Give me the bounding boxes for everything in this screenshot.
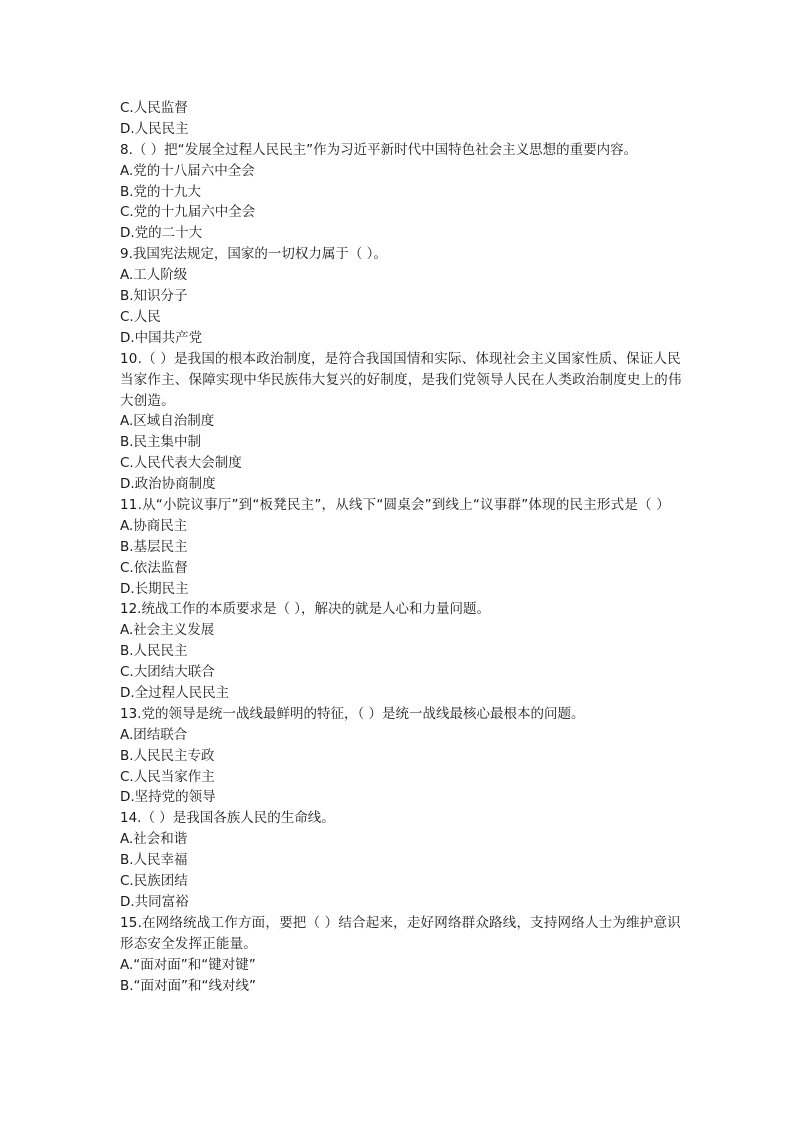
option-a: A.党的十八届六中全会 (120, 162, 255, 179)
option-c: C.人民代表大会制度 (120, 455, 242, 472)
question-stem: 9.我国宪法规定，国家的一切权力属于（ ）。 (120, 246, 387, 263)
option-b: B.民主集中制 (120, 434, 202, 451)
option-c: C.依法监督 (120, 559, 188, 576)
option-a: A.协商民主 (120, 517, 188, 534)
option-b: B.人民民主 (120, 643, 188, 660)
option-b: B.基层民主 (120, 538, 188, 555)
option-b: B.党的十九大 (120, 183, 202, 200)
question-stem: 12.统战工作的本质要求是（ ），解决的就是人心和力量问题。 (120, 601, 491, 618)
option-d: D.长期民主 (120, 580, 189, 597)
exam-page (120, 98, 690, 996)
option-d: D.坚持党的领导 (120, 789, 216, 806)
option-a: A.“面对面”和“键对键” (120, 956, 256, 973)
question-stem: 14.（ ）是我国各族人民的生命线。 (120, 810, 335, 827)
question-stem: 8.（ ）把“发展全过程人民民主”作为习近平新时代中国特色社会主义思想的重要内容。 (120, 141, 638, 158)
option-a: A.团结联合 (120, 726, 188, 743)
question-13 (120, 704, 690, 808)
question-9 (120, 244, 690, 348)
question-10 (120, 349, 690, 495)
option-c: C.民族团结 (120, 873, 188, 890)
question-8 (120, 140, 690, 244)
question-stem: 10.（ ）是我国的根本政治制度，是符合我国国情和实际、体现社会主义国家性质、保证人民当家作主、保障实现中华民族伟大复兴的好制度，是我们党领导人民在人类政治制度史上的伟大创造。 (120, 350, 682, 409)
question-15 (120, 913, 690, 997)
question-stem: 15.在网络统战工作方面，要把（ ）结合起来，走好网络群众路线，支持网络人士为维护意识形态安全发挥正能量。 (120, 914, 681, 952)
option-a: A.区域自治制度 (120, 413, 215, 430)
option: C.人民监督 (120, 100, 188, 116)
option-b: B.“面对面”和“线对线” (120, 977, 257, 994)
option-a: A.工人阶级 (120, 267, 188, 284)
option-c: C.人民当家作主 (120, 768, 215, 785)
option-d: D.党的二十大 (120, 225, 203, 242)
option-c: C.大团结大联合 (120, 664, 215, 681)
option-a: A.社会和谐 (120, 831, 188, 848)
option-b: B.人民民主专政 (120, 747, 215, 764)
option-b: B.人民幸福 (120, 852, 188, 869)
question-12 (120, 599, 690, 703)
option-a: A.社会主义发展 (120, 622, 215, 639)
option-d: D.政治协商制度 (120, 476, 216, 493)
option-d: D.全过程人民民主 (120, 685, 230, 701)
option: D.人民民主 (120, 120, 189, 137)
option-d: D.共同富裕 (120, 893, 189, 910)
option-d: D.中国共产党 (120, 329, 203, 346)
question-14 (120, 808, 690, 912)
question-stem: 13.党的领导是统一战线最鲜明的特征，（ ）是统一战线最核心最根本的问题。 (120, 705, 585, 722)
option-c: C.人民 (120, 308, 161, 325)
previous-question-options (120, 98, 690, 140)
option-c: C.党的十九届六中全会 (120, 204, 256, 221)
option-b: B.知识分子 (120, 288, 188, 305)
question-stem: 11.从“小院议事厅”到“板凳民主”，从线下“圆桌会”到线上“议事群”体现的民主形式是（ ） (120, 496, 670, 513)
question-11 (120, 495, 690, 599)
